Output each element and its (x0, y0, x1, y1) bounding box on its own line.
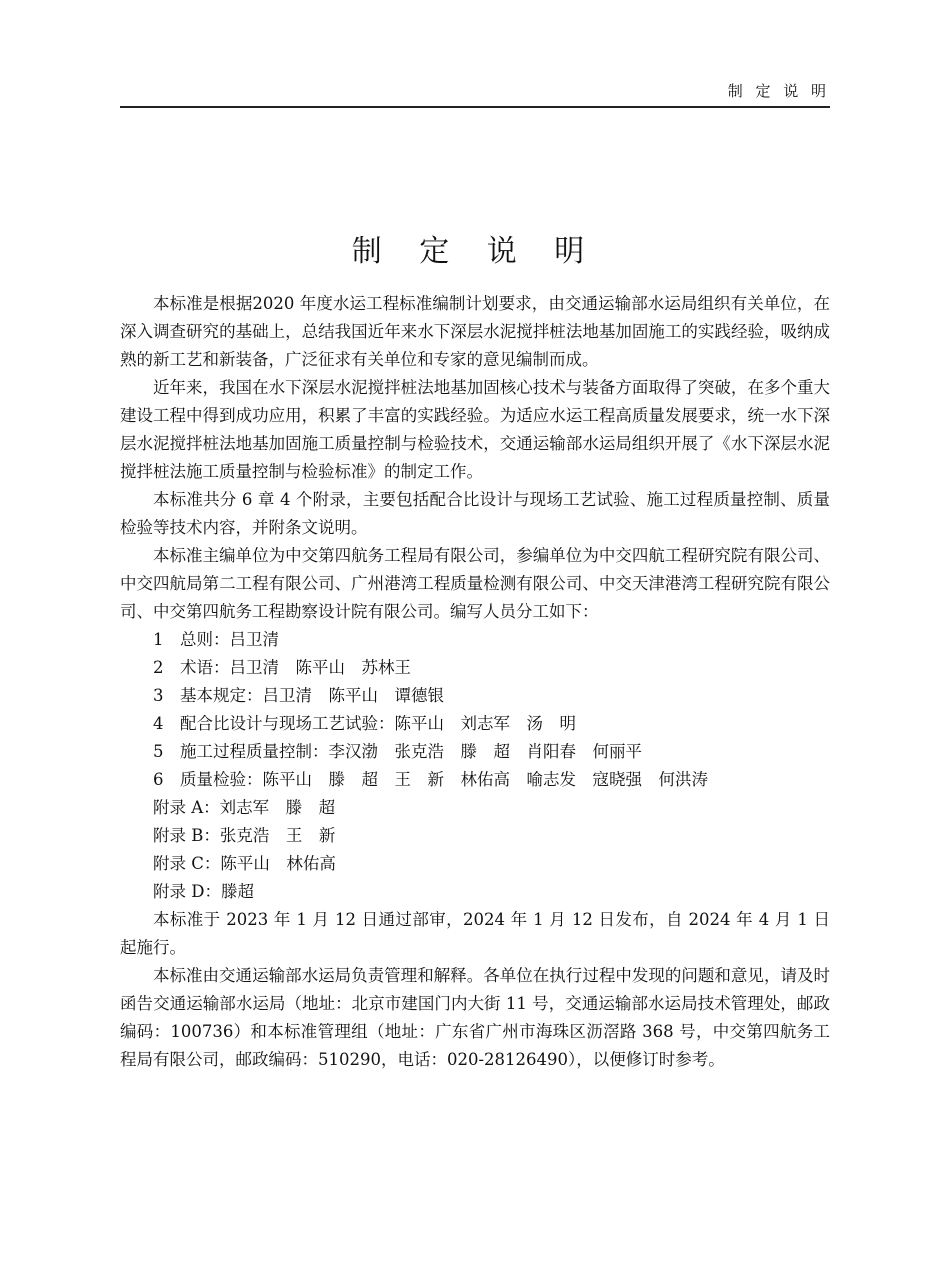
paragraph: 本标准由交通运输部水运局负责管理和解释。各单位在执行过程中发现的问题和意见，请及时函告交通运输部水运局（地址：北京市建国门内大街 11 号，交通运输部水运局技术管理处，邮政编码：100736）和本标准管理组（地址：广东省广州市海珠区沥滘路 368 号，中交第四航务工程局有限公司，邮政编码：510290，电话：020-28126490），以便修订时参考。 (120, 966, 830, 1069)
page-title: 制 定 说 明 (351, 234, 599, 269)
paragraph: 本标准主编单位为中交第四航务工程局有限公司，参编单位为中交四航工程研究院有限公司、中交四航局第二工程有限公司、广州港湾工程质量检测有限公司、中交天津港湾工程研究院有限公司、中交第四航务工程勘察设计院有限公司。编写人员分工如下： (120, 546, 830, 621)
appendix-item: 附录 C：陈平山 林佑高 (153, 854, 336, 873)
appendix-item: 附录 A：刘志军 滕 超 (153, 798, 336, 817)
assignment-item: 5 施工过程质量控制：李汉渤 张克浩 滕 超 肖阳春 何丽平 (153, 742, 642, 761)
paragraph: 本标准是根据2020 年度水运工程标准编制计划要求，由交通运输部水运局组织有关单位，在深入调查研究的基础上，总结我国近年来水下深层水泥搅拌桩法地基加固施工的实践经验，吸纳成熟的新工艺和新装备，广泛征求有关单位和专家的意见编制而成。 (120, 294, 830, 369)
assignment-item: 6 质量检验：陈平山 滕 超 王 新 林佑高 喻志发 寇晓强 何洪涛 (153, 770, 708, 789)
paragraph: 近年来，我国在水下深层水泥搅拌桩法地基加固核心技术与装备方面取得了突破，在多个重大建设工程中得到成功应用，积累了丰富的实践经验。为适应水运工程高质量发展要求，统一水下深层水泥搅拌桩法地基加固施工质量控制与检验技术，交通运输部水运局组织开展了《水下深层水泥搅拌桩法施工质量控制与检验标准》的制定工作。 (120, 378, 830, 481)
paragraph: 本标准于 2023 年 1 月 12 日通过部审，2024 年 1 月 12 日发布，自 2024 年 4 月 1 日起施行。 (120, 910, 830, 957)
assignment-item: 2 术语：吕卫清 陈平山 苏林王 (153, 658, 411, 677)
header-rule (120, 106, 830, 108)
appendix-item: 附录 B：张克浩 王 新 (153, 826, 336, 845)
body-text (120, 290, 830, 1074)
running-header: 制 定 说 明 (727, 82, 830, 100)
assignment-item: 3 基本规定：吕卫清 陈平山 谭德银 (153, 686, 444, 705)
assignment-item: 1 总则：吕卫清 (153, 630, 279, 649)
assignment-item: 4 配合比设计与现场工艺试验：陈平山 刘志军 汤 明 (153, 714, 576, 733)
appendix-item: 附录 D：滕超 (153, 882, 254, 901)
paragraph: 本标准共分 6 章 4 个附录，主要包括配合比设计与现场工艺试验、施工过程质量控制、质量检验等技术内容，并附条文说明。 (120, 490, 830, 537)
